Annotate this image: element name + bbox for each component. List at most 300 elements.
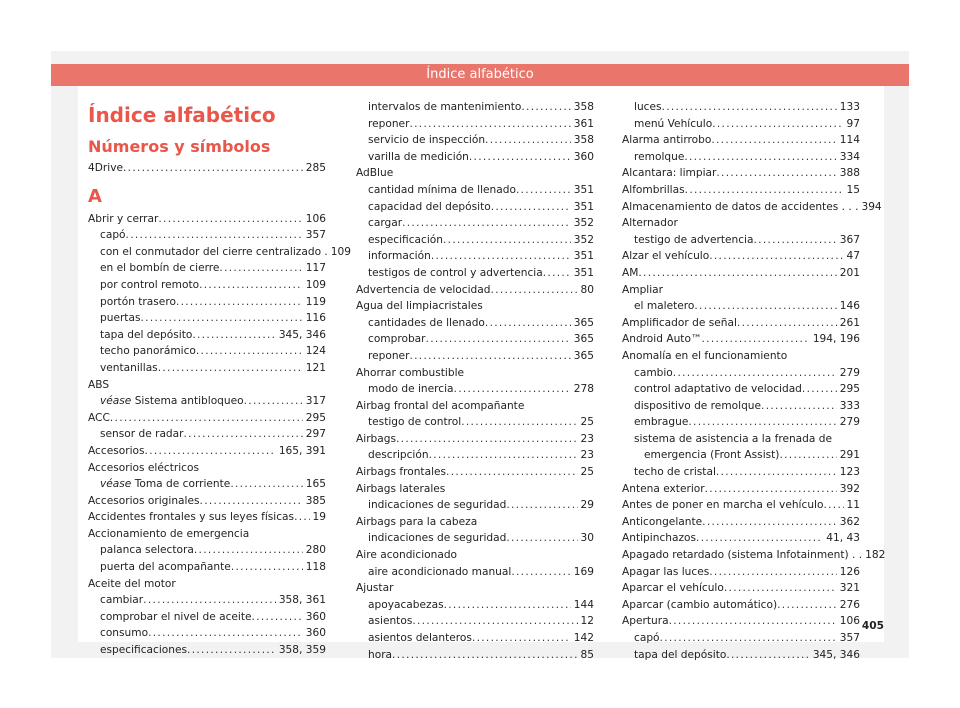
entry-text: puertas (100, 312, 141, 325)
dot-leader (196, 343, 303, 360)
dot-leader (469, 149, 571, 166)
entry-page-ref: 109 (305, 278, 326, 291)
index-entry (88, 343, 326, 360)
dot-leader (753, 232, 836, 249)
entry-text: Accesorios (88, 444, 145, 457)
entry-page-ref: 124 (305, 345, 326, 358)
index-entry (88, 294, 326, 311)
dot-leader (443, 232, 571, 249)
entry-text: control adaptativo de velocidad (634, 383, 802, 396)
dot-leader (184, 426, 303, 443)
entry-page-ref: 317 (305, 395, 326, 408)
index-entry (356, 149, 594, 166)
entry-text: apoyacabezas (368, 598, 444, 611)
entry-text: véase Toma de corriente (100, 478, 231, 491)
dot-leader (199, 277, 303, 294)
entry-page-ref: 351 (573, 183, 594, 196)
entry-text: emergencia (Front Assist) (644, 449, 780, 462)
entry-text: AM (622, 266, 639, 279)
dot-leader (126, 227, 303, 244)
entry-text: capó (634, 632, 660, 644)
entry-text: Ampliar (622, 283, 664, 296)
entry-page-ref: 367 (839, 233, 860, 246)
index-entry (356, 265, 594, 282)
dot-leader (711, 132, 836, 149)
entry-page-ref: 97 (846, 117, 860, 130)
index-entry (356, 481, 594, 498)
dot-leader (200, 493, 303, 510)
entry-text: Aire acondicionado (356, 549, 458, 562)
dot-leader (429, 447, 578, 464)
entry-text: cambiar (100, 594, 144, 607)
entry-text: menú Vehículo (634, 117, 713, 130)
entry-text: sensor de radar (100, 428, 184, 441)
index-entry (622, 580, 860, 597)
index-entry (622, 481, 860, 498)
dot-leader (461, 414, 577, 431)
entry-text: puerta del acompañante (100, 561, 231, 574)
entry-text: descripción (368, 449, 429, 462)
dot-leader (694, 298, 836, 315)
dot-leader (761, 398, 837, 415)
index-entry (622, 298, 860, 315)
index-entry (622, 630, 860, 647)
index-entry (88, 327, 326, 344)
entry-text: luces (634, 101, 662, 113)
index-entry (356, 182, 594, 199)
dot-leader (158, 360, 303, 377)
entry-page-ref: 261 (839, 316, 860, 329)
index-entry (88, 244, 352, 261)
entry-text: AdBlue (356, 167, 394, 180)
dot-leader (702, 331, 810, 348)
entry-text: hora (368, 648, 393, 661)
entry-text: Antena exterior (622, 482, 705, 495)
index-entry (88, 460, 326, 477)
entry-text: cantidades de llenado (368, 316, 485, 329)
entry-text: asientos (368, 615, 413, 628)
entry-text: asientos delanteros (368, 632, 472, 644)
entry-text: portón trasero (100, 295, 176, 308)
entry-text: Agua del limpiacristales (356, 300, 483, 313)
index-entry (356, 99, 594, 116)
dot-leader (712, 116, 843, 133)
dot-leader (506, 530, 577, 547)
entry-text: Android Auto™ (622, 333, 702, 346)
entry-text: techo panorámico (100, 345, 196, 358)
index-entry (356, 547, 594, 564)
entry-page-ref: 351 (573, 200, 594, 213)
entry-text: intervalos de mantenimiento (368, 101, 522, 113)
entry-text: Alarma antirrobo (622, 134, 712, 147)
entry-page-ref: 279 (839, 366, 860, 379)
index-entry (88, 559, 326, 576)
dot-leader (673, 365, 837, 382)
entry-text: cargar (368, 217, 403, 230)
index-entry (356, 530, 594, 547)
entry-text: modo de inercia (368, 383, 454, 396)
entry-text: Alternador (622, 217, 678, 230)
entry-text: techo de cristal (634, 466, 716, 479)
dot-leader (662, 99, 837, 116)
index-entry (622, 381, 860, 398)
dot-leader (110, 410, 303, 427)
index-entry (88, 377, 326, 394)
entry-text: indicaciones de seguridad (368, 499, 507, 512)
index-entry (622, 165, 860, 182)
index-entry (356, 248, 594, 265)
entry-text: comprobar (368, 333, 426, 346)
index-entry (356, 232, 594, 249)
entry-text: Airbags para la cabeza (356, 515, 478, 528)
entry-page-ref: 295 (305, 411, 326, 424)
index-entry (356, 199, 594, 216)
dot-leader (145, 443, 276, 460)
dot-leader (230, 476, 302, 493)
index-entry (356, 398, 594, 415)
entry-text: Ajustar (356, 582, 394, 595)
dot-leader (777, 597, 837, 614)
entry-text: Accionamiento de emergencia (88, 527, 250, 540)
index-entry (622, 199, 882, 216)
dot-leader (660, 630, 837, 647)
entry-page-ref: 47 (846, 250, 860, 263)
entry-page-ref: 25 (580, 416, 594, 429)
dot-leader (412, 613, 577, 630)
entry-text: especificaciones (100, 644, 188, 657)
entry-text: Accidentes frontales y sus leyes físicas (88, 511, 295, 524)
index-entry (88, 493, 326, 510)
dot-leader (709, 564, 837, 581)
dot-leader (709, 248, 843, 265)
entry-page-ref: 12 (580, 615, 594, 628)
section-heading-numbers: Números y símbolos (88, 137, 271, 156)
entry-text: Apertura (622, 615, 669, 628)
dot-leader (472, 630, 571, 647)
entry-text: capacidad del depósito (368, 200, 491, 213)
index-entry (88, 160, 326, 177)
index-entry (88, 609, 326, 626)
entry-text: Airbags frontales (356, 466, 447, 479)
index-entry (622, 597, 860, 614)
entry-page-ref: 365 (573, 316, 594, 329)
index-column-2 (356, 99, 594, 663)
dot-leader (294, 509, 309, 526)
entry-page-ref: 360 (573, 150, 594, 163)
dot-leader (491, 199, 571, 216)
index-entry (622, 431, 860, 448)
entry-page-ref: 334 (839, 150, 860, 163)
index-column-1 (88, 102, 352, 659)
entry-page-ref: 201 (839, 266, 860, 279)
index-entry (88, 642, 326, 659)
entry-page-ref: 15 (846, 183, 860, 196)
dot-leader (724, 580, 837, 597)
entry-page-ref: 194, 196 (812, 333, 860, 346)
entry-page-ref: 385 (305, 494, 326, 507)
entry-text: por control remoto (100, 278, 200, 291)
entry-text: especificación (368, 233, 443, 246)
index-entry (356, 282, 594, 299)
index-entry (88, 443, 326, 460)
entry-text: Advertencia de velocidad (356, 283, 491, 296)
dot-leader (737, 315, 837, 332)
index-entry (622, 232, 860, 249)
entry-text: Aparcar (cambio automático) (622, 598, 778, 611)
entry-page-ref: 394 (861, 200, 882, 213)
entry-page-ref: 85 (580, 648, 594, 661)
entry-page-ref: 358, 359 (278, 644, 326, 657)
index-entry (622, 116, 860, 133)
entry-page-ref: 19 (312, 511, 326, 524)
entry-page-ref: 106 (839, 615, 860, 628)
entry-text: indicaciones de seguridad (368, 532, 507, 545)
entry-page-ref: 119 (305, 295, 326, 308)
index-entry (622, 447, 860, 464)
entry-text: 4Drive (88, 162, 123, 174)
index-entry (622, 613, 860, 630)
index-entry (356, 597, 594, 614)
entry-page-ref: 276 (839, 598, 860, 611)
entry-text: Antes de poner en marcha el vehículo (622, 499, 824, 512)
entry-text: ventanillas (100, 361, 158, 374)
dot-leader (638, 265, 836, 282)
dot-leader (716, 464, 837, 481)
index-entry (88, 592, 326, 609)
entry-text: Amplificador de señal (622, 316, 737, 329)
entry-page-ref: 285 (305, 162, 326, 174)
entry-page-ref: 388 (839, 167, 860, 180)
index-entry (88, 393, 326, 410)
index-entry (356, 132, 594, 149)
index-entry (356, 464, 594, 481)
index-entry (356, 165, 594, 182)
dot-leader (506, 497, 577, 514)
index-entry (356, 580, 594, 597)
index-page (78, 86, 886, 661)
index-entry (356, 215, 594, 232)
dot-leader (444, 597, 571, 614)
entry-page-ref: 121 (305, 361, 326, 374)
entry-page-ref: 333 (839, 399, 860, 412)
index-entry (622, 132, 860, 149)
index-entry (622, 398, 860, 415)
index-entry (356, 514, 594, 531)
dot-leader (446, 464, 577, 481)
entry-text: palanca selectora (100, 544, 194, 557)
entry-page-ref: 123 (839, 466, 860, 479)
dot-leader (409, 116, 570, 133)
entry-page-ref: 146 (839, 300, 860, 313)
dot-leader (702, 514, 837, 531)
page-number: 405 (861, 620, 884, 632)
entry-text: Airbags laterales (356, 482, 446, 495)
dot-leader (485, 315, 571, 332)
entry-text: servicio de inspección (368, 134, 486, 147)
entry-text: Accesorios originales (88, 494, 200, 507)
entry-text: cantidad mínima de llenado (368, 183, 516, 196)
dot-leader (396, 431, 578, 448)
dot-leader (244, 393, 303, 410)
entry-page-ref: 106 (305, 212, 326, 225)
entry-page-ref: 358, 361 (278, 594, 326, 607)
entry-page-ref: 278 (573, 383, 594, 396)
index-entry (622, 248, 860, 265)
page-header: Índice alfabético (51, 64, 909, 86)
dot-leader (516, 182, 571, 199)
index-entry (622, 215, 860, 232)
entry-text: ABS (88, 378, 110, 391)
entry-text: Anticongelante (622, 515, 703, 528)
entry-page-ref: 392 (839, 482, 860, 495)
index-entry (88, 211, 326, 228)
dot-leader (192, 327, 275, 344)
dot-leader (431, 248, 571, 265)
entry-text: Aceite del motor (88, 577, 176, 590)
index-entry (622, 282, 860, 299)
dot-leader (187, 642, 276, 659)
dot-leader (231, 559, 303, 576)
index-entry (356, 381, 594, 398)
entry-page-ref: 360 (305, 627, 326, 640)
index-entry (88, 526, 326, 543)
index-entry (88, 410, 326, 427)
entry-page-ref: 365 (573, 333, 594, 346)
dot-leader (716, 165, 836, 182)
entry-page-ref: 279 (839, 416, 860, 429)
entry-text: Accesorios eléctricos (88, 461, 199, 474)
entry-text: Anomalía en el funcionamiento (622, 349, 788, 362)
entry-text: Aparcar el vehículo (622, 582, 724, 595)
index-entry (356, 365, 594, 382)
entry-page-ref: 80 (580, 283, 594, 296)
entry-text: cambio (634, 366, 673, 379)
dot-leader (454, 381, 571, 398)
entry-text: información (368, 250, 431, 263)
index-entry (356, 315, 594, 332)
dot-leader (490, 282, 577, 299)
dot-leader (123, 160, 303, 177)
section-letter-heading: A (88, 185, 102, 207)
index-entry (622, 99, 860, 116)
entry-text: remolque (634, 150, 685, 163)
entry-page-ref: 25 (580, 466, 594, 479)
dot-leader (705, 481, 837, 498)
entries-column-1 (88, 160, 352, 659)
dot-leader (426, 331, 571, 348)
entry-page-ref: 361 (573, 117, 594, 130)
dot-leader (140, 310, 302, 327)
entry-text: varilla de medición (368, 150, 469, 163)
entry-page-ref: 41, 43 (826, 532, 860, 545)
entry-text: tapa del depósito (634, 648, 727, 661)
entry-page-ref: 365 (573, 349, 594, 362)
entry-page-ref: 358 (573, 134, 594, 147)
entry-text: comprobar el nivel de aceite (100, 610, 252, 623)
dot-leader (143, 592, 276, 609)
dot-leader (219, 260, 302, 277)
dot-leader (402, 215, 571, 232)
dot-leader (726, 647, 809, 664)
dot-leader (669, 613, 837, 630)
dot-leader (521, 99, 570, 116)
index-entry (88, 576, 326, 593)
entry-text: Alzar el vehículo (622, 250, 710, 263)
index-entry (356, 298, 594, 315)
entry-text: véase Sistema antibloqueo (100, 395, 244, 408)
dot-leader (148, 625, 303, 642)
entry-text: dispositivo de remolque (634, 399, 762, 412)
entry-text: Apagado retardado (sistema Infotainment) . . (622, 549, 863, 562)
index-entry (356, 497, 594, 514)
entry-page-ref: 360 (305, 610, 326, 623)
index-entry (622, 348, 860, 365)
entry-page-ref: 357 (839, 632, 860, 644)
dot-leader (685, 182, 844, 199)
entry-page-ref: 165, 391 (278, 444, 326, 457)
dot-leader (684, 149, 836, 166)
index-entry (622, 315, 860, 332)
entry-page-ref: 345, 346 (278, 328, 326, 341)
entry-text: Apagar las luces (622, 565, 710, 578)
index-entry (88, 476, 326, 493)
entry-text: aire acondicionado manual (368, 565, 512, 578)
index-entry (88, 509, 326, 526)
entry-page-ref: 109 (330, 245, 352, 258)
entry-text: reponer (368, 117, 410, 130)
dot-leader (194, 542, 303, 559)
entry-page-ref: 321 (839, 582, 860, 595)
index-entry (88, 426, 326, 443)
entry-text: sistema de asistencia a la frenada de (634, 432, 832, 445)
index-entry (622, 149, 860, 166)
entry-text: testigo de advertencia (634, 233, 754, 246)
entry-text: con el conmutador del cierre centralizado . (100, 245, 328, 258)
index-entry (356, 116, 594, 133)
entry-page-ref: 117 (305, 262, 326, 275)
index-entry (356, 564, 594, 581)
entry-text: tapa del depósito (100, 328, 193, 341)
index-entry (356, 431, 594, 448)
index-entry (88, 542, 326, 559)
index-entry (88, 277, 326, 294)
index-entry (356, 414, 594, 431)
page-title: Índice alfabético (88, 103, 276, 127)
entry-page-ref: 352 (573, 233, 594, 246)
entry-page-ref: 133 (839, 101, 860, 113)
entry-text: testigos de control y advertencia (368, 266, 543, 279)
entry-page-ref: 126 (839, 565, 860, 578)
index-entry (622, 365, 860, 382)
entry-page-ref: 23 (580, 449, 594, 462)
dot-leader (158, 211, 302, 228)
index-entry (622, 514, 860, 531)
index-entry (622, 464, 860, 481)
dot-leader (779, 447, 836, 464)
entry-page-ref: 358 (573, 101, 594, 113)
entry-page-ref: 11 (846, 499, 860, 512)
entry-text: capó (100, 229, 126, 242)
entry-page-ref: 165 (305, 478, 326, 491)
dot-leader (802, 381, 837, 398)
entries-column-2 (356, 99, 594, 663)
index-entry (88, 360, 326, 377)
entry-page-ref: 23 (580, 432, 594, 445)
index-entry (622, 265, 860, 282)
entry-text: en el bombín de cierre (100, 262, 220, 275)
dot-leader (392, 647, 577, 664)
entry-text: Abrir y cerrar (88, 212, 159, 225)
